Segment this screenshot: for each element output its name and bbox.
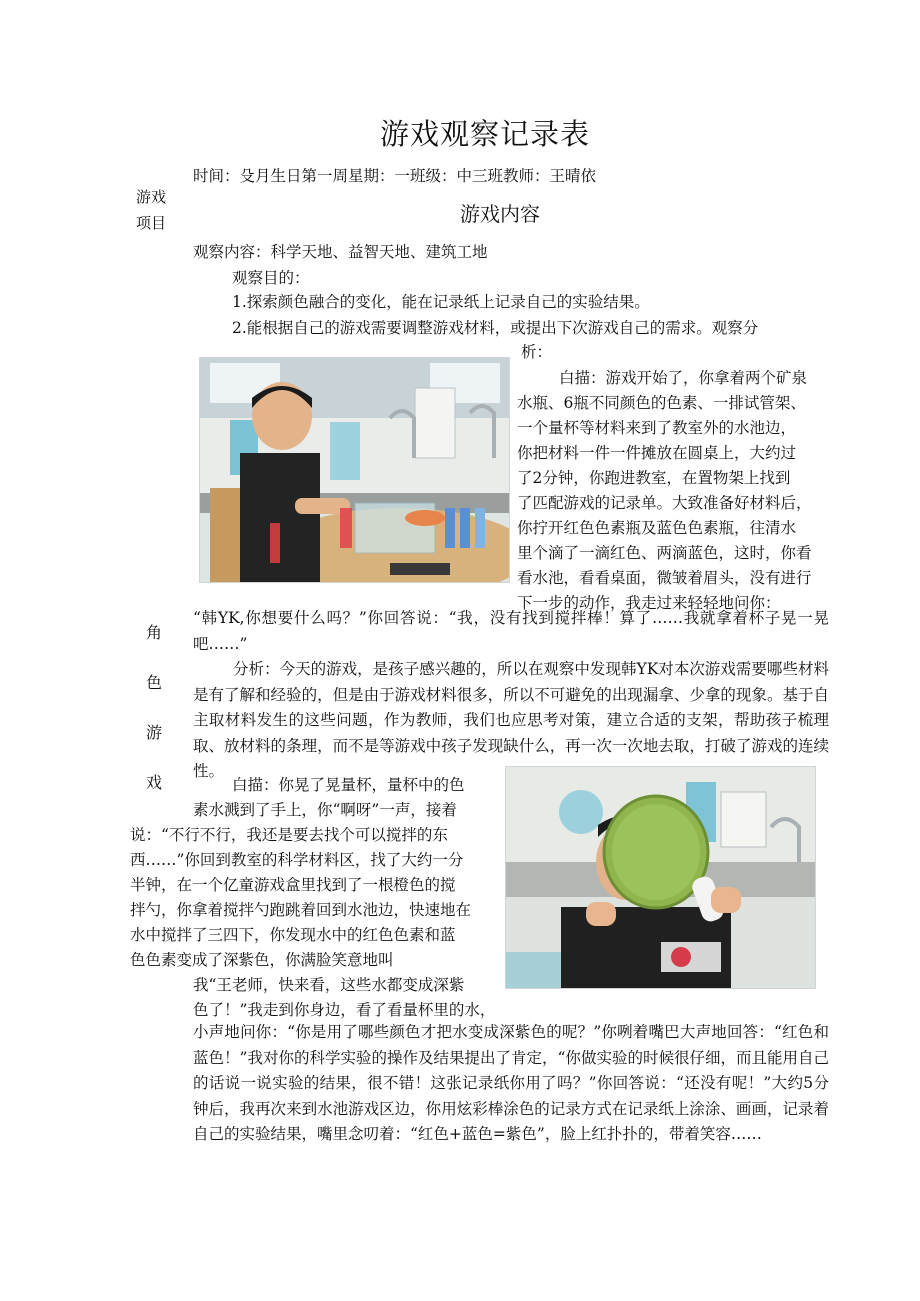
goal-item-1: 1.探索颜色融合的变化，能在记录纸上记录自己的实验结果。 (232, 293, 650, 311)
para2-continued: 小声地问你：“你是用了哪些颜色才把水变成深紫色的呢？”你咧着嘴巴大声地回答：“红色和蓝色！”我对你的科学实验的操作及结果提出了肯定，“你做实验的时候很仔细，而且能用自己的话说一说实验的结果，很不错！这张记录纸你用了吗？”你回答说：“还没有呢！”大约5分钟后，我再次来到水池游戏区边，你用炫彩棒涂色的记录方式在记录纸上涂涂、画画，记录着自己的实验结果，嘴里念叨着：“红色+蓝色=紫色”，脸上红扑扑的，带着笑容…… (193, 1023, 829, 1144)
para1-line-1: 白描：游戏开始了，你拿着两个矿泉 (559, 369, 808, 387)
goal-item-2-tail: 析： (521, 343, 553, 361)
analysis-paragraph: 分析：今天的游戏，是孩子感兴趣的，所以在观察中发现韩YK对本次游戏需要哪些材料是有了解和经验的，但是由于游戏材料很多，所以不可避免的出现漏拿、少拿的现象。基于自主取材料发生的这些问题，作为教师，我们也应思考对策，建立合适的支架，帮助孩子梳理取、放材料的条理，而不是等游戏中孩子发现缺什么，再一次一次地去取，打破了游戏的连续性。 (193, 660, 829, 781)
para1-line-3: 一个量杯等材料来到了教室外的水池边， (517, 419, 797, 437)
left-header-line-1: 游戏 (136, 188, 167, 206)
goal-item-2: 2.能根据自己的游戏需要调整游戏材料，或提出下次游戏自己的需求。观察分 (232, 319, 759, 337)
para1-line-5: 了2分钟，你跑进教室，在置物架上找到 (517, 469, 791, 487)
para1-line-9: 看水池，看看桌面，微皱着眉头，没有进行 (517, 569, 812, 587)
para2-line-4: 西……”你回到教室的科学材料区，找了大约一分 (130, 851, 464, 869)
photo-child-mixing-colors (199, 357, 510, 583)
para1-continued: “韩YK,你想要什么吗？”你回答说：“我，没有找到搅拌棒！算了……我就拿着杯子晃一晃吧……” (193, 609, 829, 653)
para2-line-1: 白描：你晃了晃量杯，量杯中的色 (232, 776, 465, 794)
para2-line-2: 素水溅到了手上，你“啊呀”一声，接着 (193, 801, 457, 819)
photo-child-with-green-fan (505, 766, 816, 989)
para2-line-8: 色色素变成了深紫色，你满脸笑意地叫 (130, 951, 394, 969)
para2-line-7: 水中搅拌了三四下，你发现水中的红色色素和蓝 (130, 926, 456, 944)
para1-line-4: 你把材料一件一件摊放在圆桌上，大约过 (517, 444, 797, 462)
para2-line-6: 拌勺，你拿着搅拌勺跑跳着回到水池边，快速地在 (130, 901, 472, 919)
para1-line-8: 里个滴了一滴红色、两滴蓝色，这时，你看 (517, 544, 812, 562)
para2-line-10: 色了！”我走到你身边，看了看量杯里的水， (193, 1001, 496, 1019)
side-label-char-1: 角 (146, 623, 163, 642)
left-header-line-2: 项目 (136, 214, 167, 232)
photo-child-with-green-fan-graphic (506, 767, 815, 988)
goal-label: 观察目的： (232, 269, 310, 287)
left-column-header (136, 184, 176, 236)
para2-line-9: 我“王老师，快来看，这些水都变成深紫 (193, 976, 465, 994)
record-meta: 时间：殳月生日第一周星期：一班级：中三班教师：王晴依 (193, 167, 597, 185)
side-label-char-4: 戏 (146, 773, 163, 792)
para2-line-3: 说：“不行不行，我还是要去找个可以搅拌的东 (130, 826, 448, 844)
para1-line-2: 水瓶、6瓶不同颜色的色素、一排试管架、 (517, 394, 806, 412)
para1-line-7: 你拧开红色色素瓶及蓝色色素瓶，往清水 (517, 519, 797, 537)
photo-child-mixing-colors-graphic (200, 358, 509, 582)
side-label-char-3: 游 (146, 723, 163, 742)
page-title: 游戏观察记录表 (379, 117, 590, 151)
content-header: 游戏内容 (460, 202, 540, 226)
para1-line-10: 下一步的动作，我走过来轻轻地问你： (517, 594, 781, 612)
observe-content: 观察内容：科学天地、益智天地、建筑工地 (193, 243, 488, 261)
para1-line-6: 了匹配游戏的记录单。大致准备好材料后， (517, 494, 812, 512)
side-label-char-2: 色 (146, 673, 163, 692)
para2-line-5: 半钟，在一个亿童游戏盒里找到了一根橙色的搅 (130, 876, 456, 894)
